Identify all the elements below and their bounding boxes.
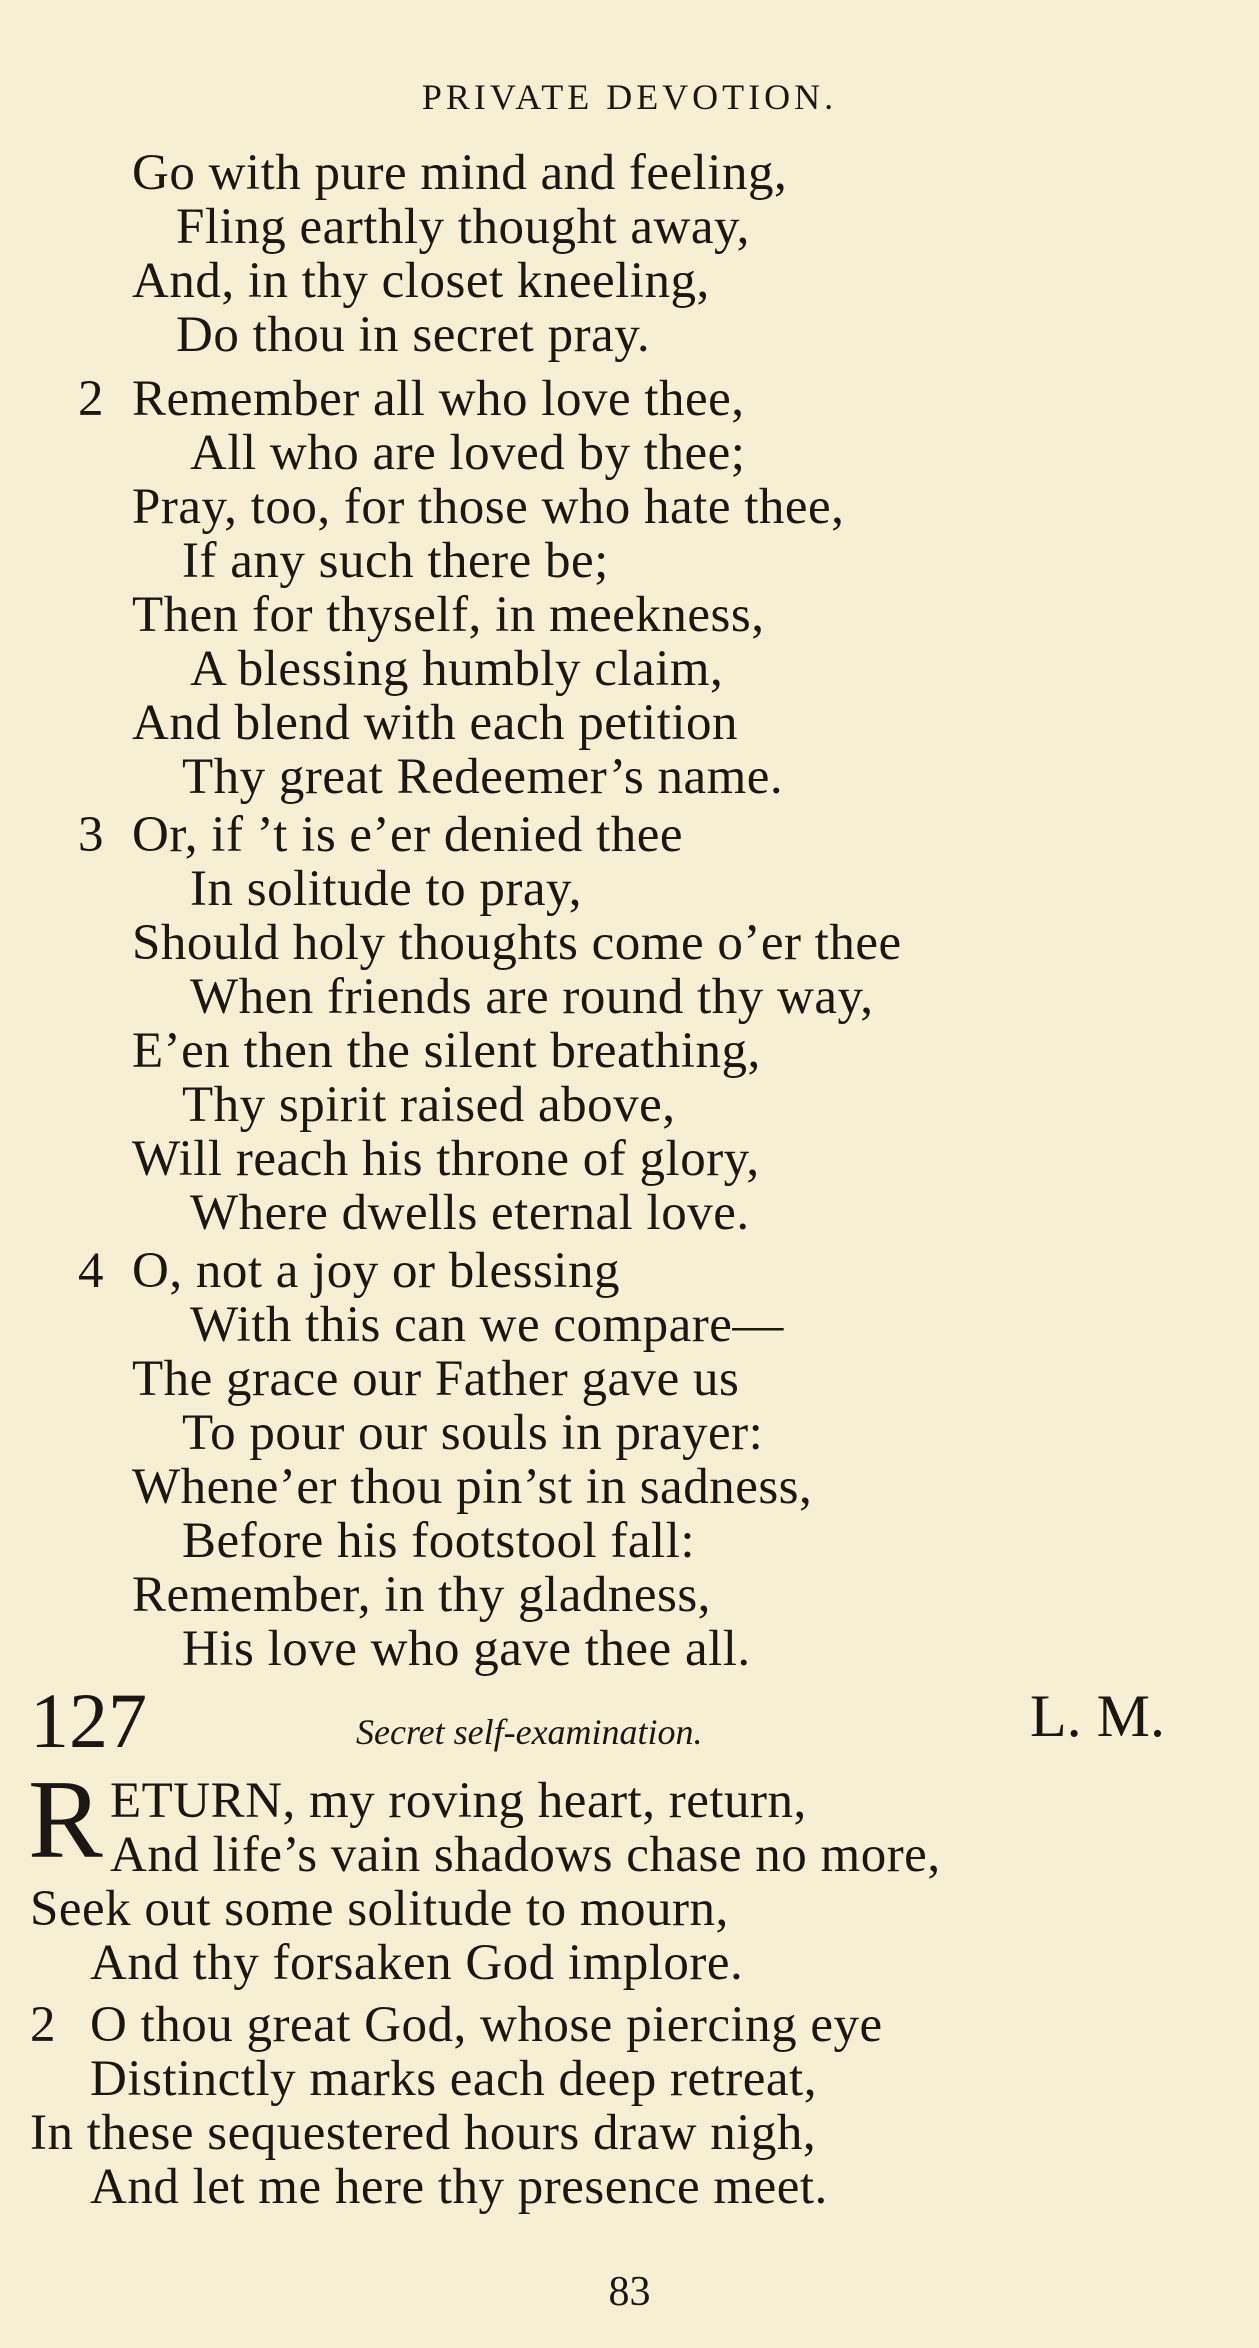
verse-line: Before his footstool fall: bbox=[182, 1513, 695, 1569]
verse-line: Pray, too, for those who hate thee, bbox=[132, 479, 845, 535]
verse-line: All who are loved by thee; bbox=[190, 425, 746, 481]
verse-line: Or, if ’t is e’er denied thee bbox=[132, 807, 684, 863]
verse-line: A blessing humbly claim, bbox=[190, 641, 724, 697]
verse-line: And life’s vain shadows chase no more, bbox=[110, 1827, 941, 1883]
verse-line: When friends are round thy way, bbox=[190, 969, 874, 1025]
stanza-number: 2 bbox=[78, 371, 104, 427]
stanza-number: 3 bbox=[78, 807, 104, 863]
verse-line: Remember, in thy gladness, bbox=[132, 1567, 711, 1623]
verse-line: Whene’er thou pin’st in sadness, bbox=[132, 1459, 813, 1515]
stanza-number: 2 bbox=[30, 1997, 56, 2053]
verse-line: In solitude to pray, bbox=[190, 861, 582, 917]
verse-line: Thy spirit raised above, bbox=[182, 1077, 676, 1133]
verse-line: If any such there be; bbox=[182, 533, 609, 589]
verse-line: In these sequestered hours draw nigh, bbox=[30, 2105, 817, 2161]
verse-line: E’en then the silent breathing, bbox=[132, 1023, 761, 1079]
verse-line: Seek out some solitude to mourn, bbox=[30, 1881, 729, 1937]
drop-cap: R bbox=[28, 1758, 103, 1882]
verse-line: His love who gave thee all. bbox=[182, 1621, 751, 1677]
verse-line: And let me here thy presence meet. bbox=[90, 2159, 828, 2215]
verse-line: Where dwells eternal love. bbox=[190, 1185, 750, 1241]
page-number: 83 bbox=[608, 2269, 651, 2315]
verse-line: ETURN, my roving heart, return, bbox=[110, 1773, 807, 1829]
verse-line: Then for thyself, in meekness, bbox=[132, 587, 765, 643]
hymn-meter: L. M. bbox=[1030, 1683, 1165, 1749]
stanza-number: 4 bbox=[78, 1243, 104, 1299]
verse-line: Should holy thoughts come o’er thee bbox=[132, 915, 902, 971]
verse-line: Fling earthly thought away, bbox=[176, 199, 750, 255]
verse-line: The grace our Father gave us bbox=[132, 1351, 740, 1407]
verse-line: And, in thy closet kneeling, bbox=[132, 253, 710, 309]
verse-line: And thy forsaken God implore. bbox=[90, 1935, 744, 1991]
verse-line: With this can we compare— bbox=[190, 1297, 784, 1353]
verse-line: Distinctly marks each deep retreat, bbox=[90, 2051, 817, 2107]
hymn-title: Secret self-examination. bbox=[356, 1712, 703, 1752]
verse-line: Do thou in secret pray. bbox=[176, 307, 651, 363]
verse-line: Remember all who love thee, bbox=[132, 371, 745, 427]
verse-line: O, not a joy or blessing bbox=[132, 1243, 620, 1299]
verse-line: Thy great Redeemer’s name. bbox=[182, 749, 784, 805]
verse-line: And blend with each petition bbox=[132, 695, 739, 751]
verse-line: Go with pure mind and feeling, bbox=[132, 145, 788, 201]
hymn-number: 127 bbox=[30, 1677, 147, 1764]
running-header: PRIVATE DEVOTION. bbox=[421, 77, 838, 117]
verse-line: O thou great God, whose piercing eye bbox=[90, 1997, 883, 2053]
verse-line: To pour our souls in prayer: bbox=[182, 1405, 764, 1461]
verse-line: Will reach his throne of glory, bbox=[132, 1131, 760, 1187]
